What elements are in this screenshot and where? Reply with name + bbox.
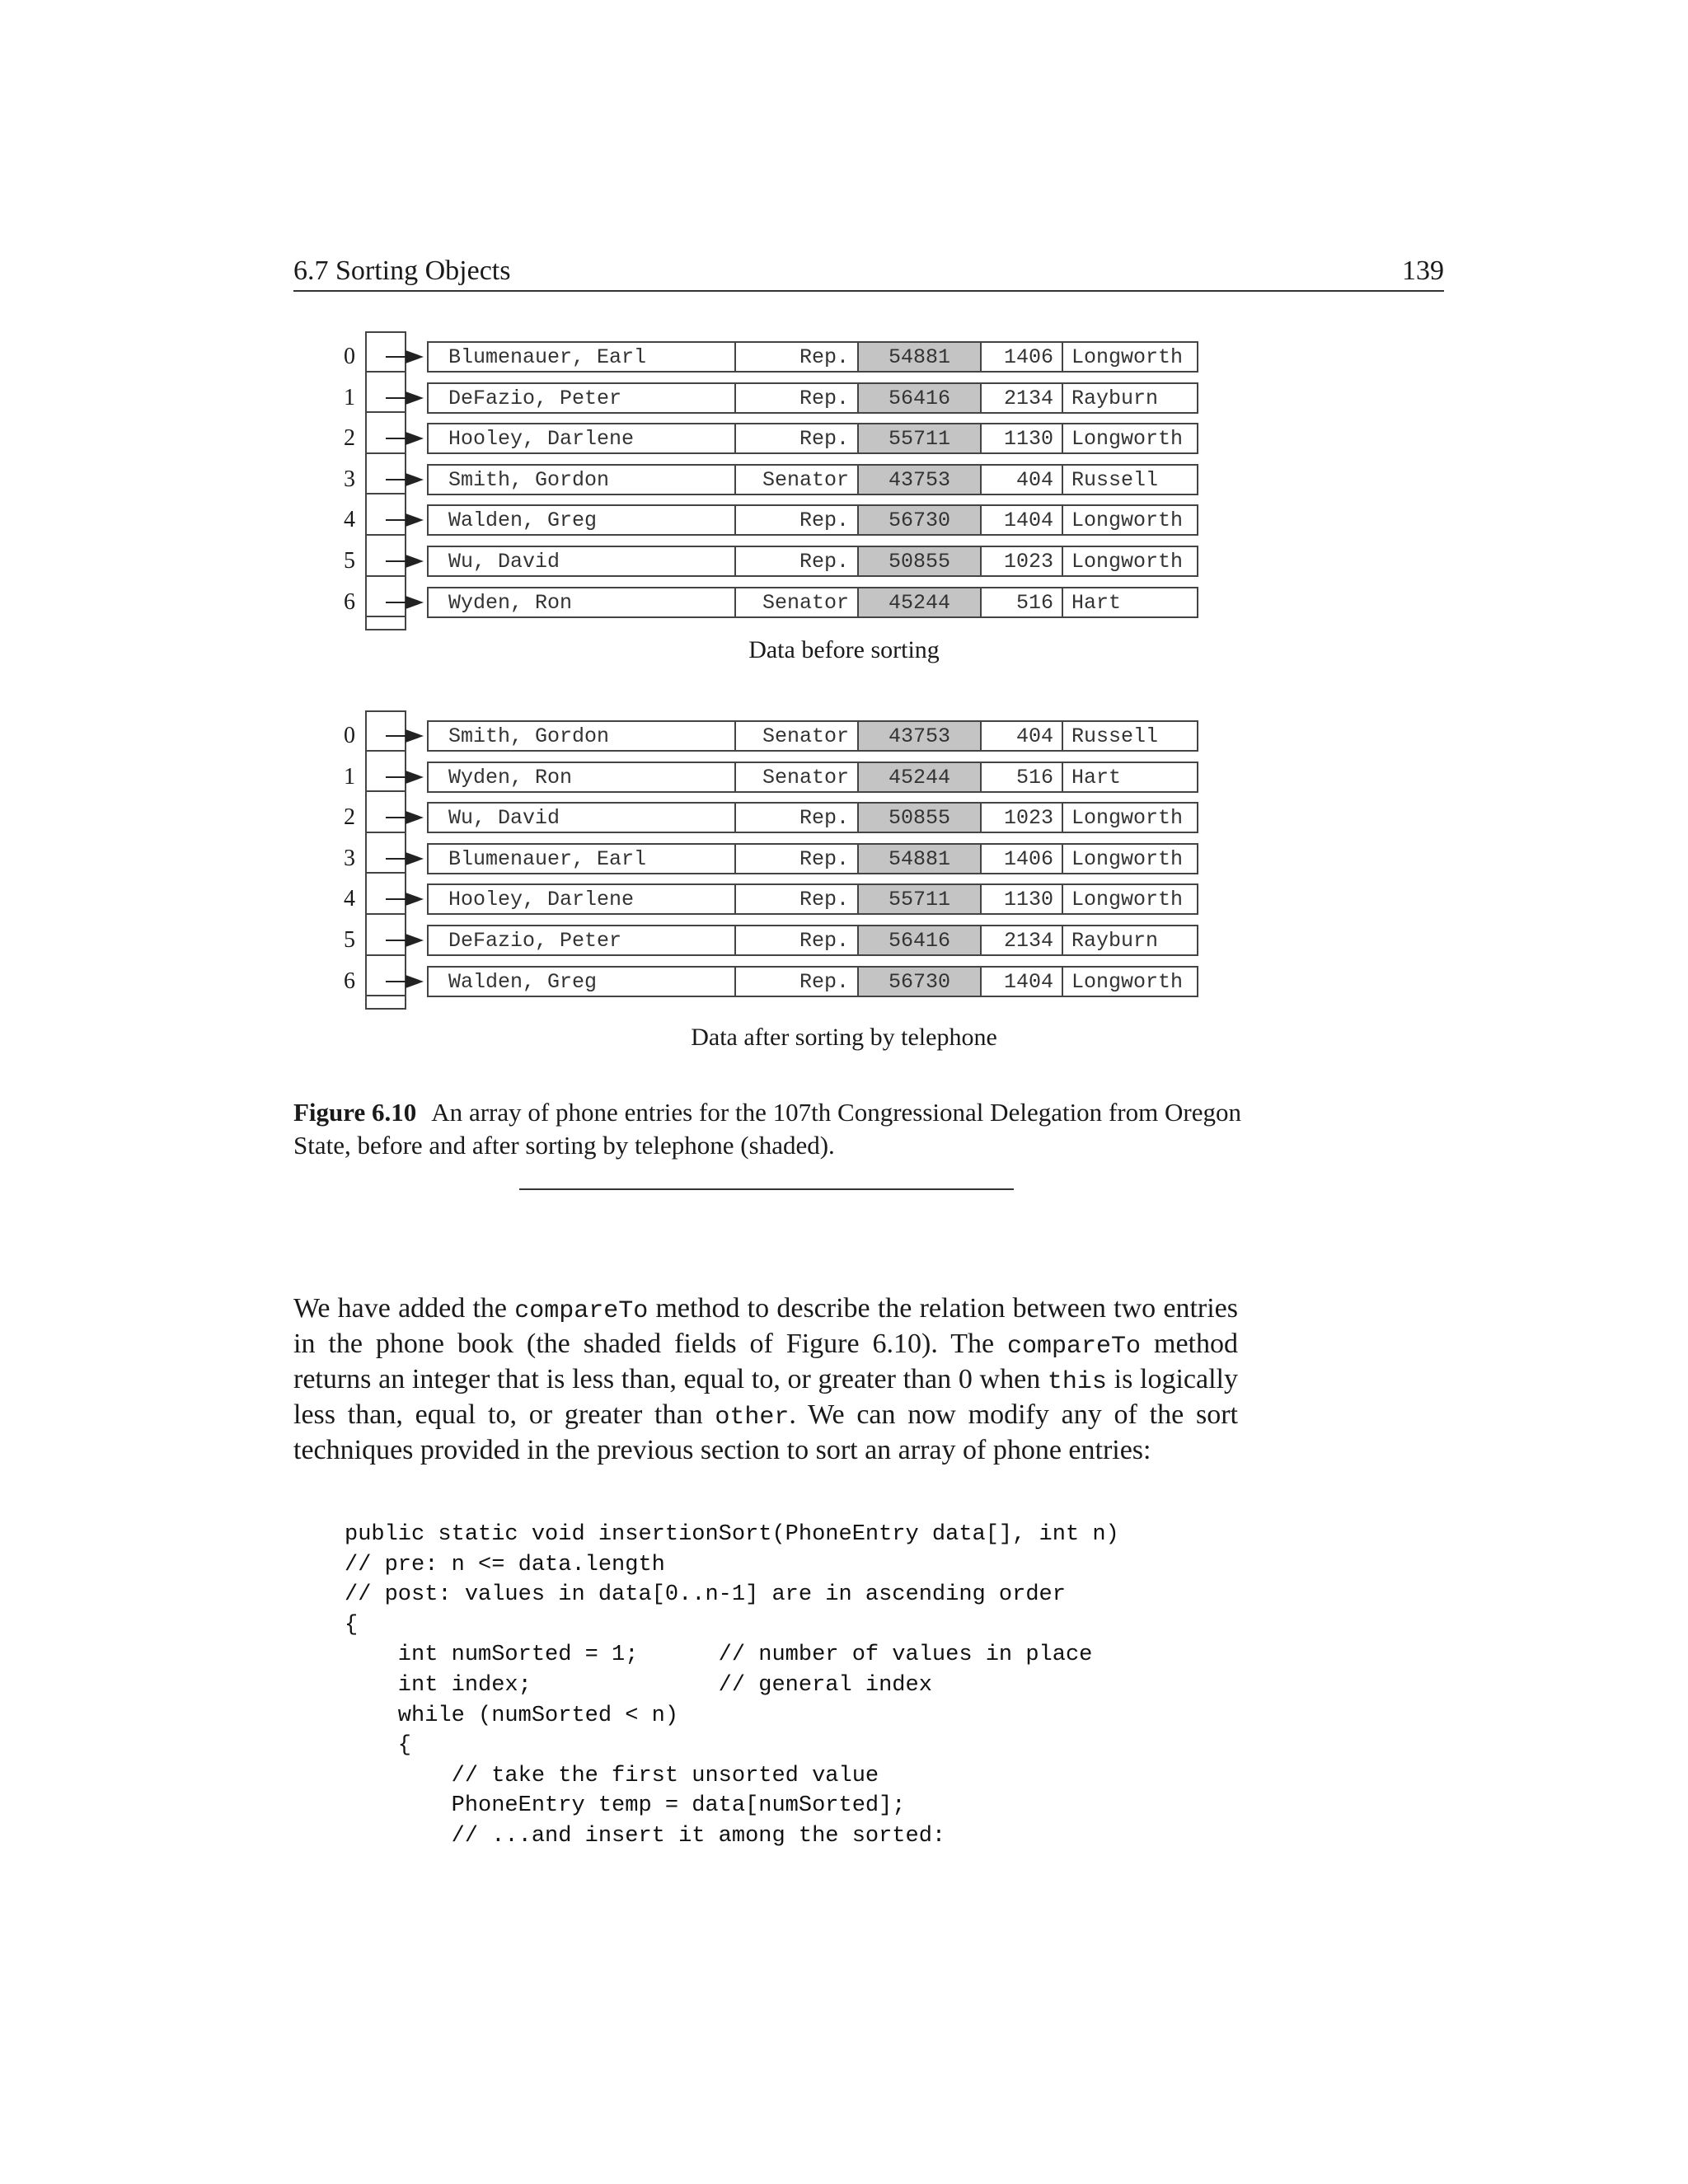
field-room: 2134	[980, 925, 1063, 956]
array-index: 1	[344, 763, 355, 790]
field-room: 1406	[980, 341, 1063, 373]
field-name: DeFazio, Peter	[427, 382, 736, 414]
field-phone: 45244	[857, 587, 982, 618]
array-index: 1	[344, 384, 355, 410]
pointer-arrow-icon	[386, 898, 420, 900]
phone-entry-record	[427, 546, 1198, 577]
field-room: 2134	[980, 382, 1063, 414]
pointer-arrow-icon	[386, 479, 420, 480]
array-cell-end	[365, 617, 406, 630]
field-title: Rep.	[734, 423, 859, 454]
field-title: Rep.	[734, 504, 859, 536]
field-title: Rep.	[734, 925, 859, 956]
code-line: while (numSorted < n)	[345, 1703, 679, 1728]
array-index: 3	[344, 466, 355, 492]
code-line: int numSorted = 1; // number of values in place	[345, 1643, 1093, 1668]
code-listing	[345, 1520, 1119, 1852]
array-index: 6	[344, 588, 355, 615]
phone-entry-record	[427, 802, 1198, 833]
field-phone: 56416	[857, 925, 982, 956]
field-title: Rep.	[734, 341, 859, 373]
array-index: 4	[344, 886, 355, 912]
pointer-arrow-icon	[386, 397, 420, 399]
field-room: 1023	[980, 802, 1063, 833]
field-building: Russell	[1062, 720, 1198, 752]
field-title: Rep.	[734, 802, 859, 833]
field-title: Rep.	[734, 883, 859, 915]
field-building: Longworth	[1062, 843, 1198, 874]
inline-code: this	[1047, 1368, 1107, 1396]
field-name: Wyden, Ron	[427, 587, 736, 618]
field-building: Russell	[1062, 464, 1198, 495]
field-building: Longworth	[1062, 423, 1198, 454]
field-phone: 54881	[857, 843, 982, 874]
inline-code: other	[715, 1404, 790, 1432]
figure-caption-text: An array of phone entries for the 107th Congressional Delegation from Oregon State, before and after sorting by telephone (shaded).	[293, 1098, 1241, 1160]
pointer-arrow-icon	[386, 438, 420, 439]
field-room: 404	[980, 720, 1063, 752]
field-building: Longworth	[1062, 341, 1198, 373]
phone-entry-record	[427, 966, 1198, 997]
para-text: We have added the	[293, 1293, 515, 1324]
code-line: // ...and insert it among the sorted:	[345, 1823, 946, 1849]
field-phone: 56730	[857, 966, 982, 997]
array-cell	[365, 874, 406, 915]
field-name: Wu, David	[427, 546, 736, 577]
para-text: method returns an integer that is less than, equal to, or greater than 0 when	[293, 1329, 1238, 1394]
field-room: 1404	[980, 504, 1063, 536]
field-name: Smith, Gordon	[427, 720, 736, 752]
phone-entry-record	[427, 423, 1198, 454]
para-text: method to describe the relation between two entries in the phone book (the shaded fields of Figure 6.10). The	[293, 1293, 1238, 1359]
field-building: Longworth	[1062, 504, 1198, 536]
phone-entry-record	[427, 382, 1198, 414]
figure-label: Figure 6.10	[293, 1098, 417, 1127]
array-cell	[365, 373, 406, 414]
field-title: Rep.	[734, 382, 859, 414]
field-name: Wyden, Ron	[427, 762, 736, 793]
field-title: Senator	[734, 762, 859, 793]
pointer-arrow-icon	[386, 981, 420, 982]
array-index: 2	[344, 804, 355, 831]
field-title: Senator	[734, 587, 859, 618]
field-building: Hart	[1062, 762, 1198, 793]
array-index: 0	[344, 344, 355, 369]
pointer-arrow-icon	[386, 356, 420, 358]
array-cell	[365, 792, 406, 833]
pointer-arrow-icon	[386, 735, 420, 737]
field-room: 1404	[980, 966, 1063, 997]
array-cell	[365, 752, 406, 793]
field-room: 404	[980, 464, 1063, 495]
array-cell	[365, 331, 406, 373]
field-name: Walden, Greg	[427, 504, 736, 536]
figure-rule	[519, 1188, 1014, 1190]
section-title: 6.7 Sorting Objects	[293, 255, 511, 286]
field-phone: 56730	[857, 504, 982, 536]
inline-code: compareTo	[514, 1297, 649, 1325]
code-line: {	[345, 1612, 359, 1638]
array-cell	[365, 577, 406, 618]
field-name: Smith, Gordon	[427, 464, 736, 495]
phone-entry-record	[427, 504, 1198, 536]
code-line: int index; // general index	[345, 1672, 932, 1698]
before-caption: Data before sorting	[748, 636, 940, 663]
field-phone: 54881	[857, 341, 982, 373]
code-line: {	[345, 1733, 412, 1759]
field-name: Hooley, Darlene	[427, 883, 736, 915]
phone-entry-record	[427, 883, 1198, 915]
array-cell	[365, 413, 406, 454]
field-building: Longworth	[1062, 883, 1198, 915]
array-cell	[365, 915, 406, 956]
code-line: // post: values in data[0..n-1] are in ascending order	[345, 1582, 1066, 1608]
field-title: Senator	[734, 464, 859, 495]
field-phone: 45244	[857, 762, 982, 793]
field-room: 516	[980, 762, 1063, 793]
code-line: public static void insertionSort(PhoneEntry data[], int n)	[345, 1522, 1119, 1547]
field-title: Senator	[734, 720, 859, 752]
field-title: Rep.	[734, 546, 859, 577]
para-text: . We can now modify any of the sort techniques provided in the previous section to sort an array of phone entries:	[293, 1399, 1238, 1465]
phone-entry-record	[427, 341, 1198, 373]
field-name: Hooley, Darlene	[427, 423, 736, 454]
code-line: // pre: n <= data.length	[345, 1552, 665, 1577]
field-name: Walden, Greg	[427, 966, 736, 997]
field-building: Rayburn	[1062, 382, 1198, 414]
running-head	[293, 252, 1444, 293]
code-line: // take the first unsorted value	[345, 1763, 879, 1788]
field-building: Rayburn	[1062, 925, 1198, 956]
array-cell	[365, 710, 406, 752]
field-name: Wu, David	[427, 802, 736, 833]
field-name: Blumenauer, Earl	[427, 341, 736, 373]
phone-entry-record	[427, 925, 1198, 956]
field-phone: 56416	[857, 382, 982, 414]
field-phone: 55711	[857, 423, 982, 454]
array-cell	[365, 536, 406, 577]
field-name: DeFazio, Peter	[427, 925, 736, 956]
pointer-arrow-icon	[386, 776, 420, 778]
field-name: Blumenauer, Earl	[427, 843, 736, 874]
field-room: 1130	[980, 423, 1063, 454]
field-room: 516	[980, 587, 1063, 618]
phone-entry-record	[427, 587, 1198, 618]
phone-entry-record	[427, 762, 1198, 793]
pointer-arrow-icon	[386, 940, 420, 941]
field-title: Rep.	[734, 843, 859, 874]
phone-entry-record	[427, 464, 1198, 495]
array-index: 3	[344, 845, 355, 871]
array-index: 4	[344, 507, 355, 533]
page-number: 139	[1402, 255, 1444, 286]
array-cell	[365, 833, 406, 874]
field-room: 1130	[980, 883, 1063, 915]
field-phone: 43753	[857, 464, 982, 495]
header-rule	[293, 290, 1444, 292]
array-cell	[365, 494, 406, 536]
phone-entry-record	[427, 843, 1198, 874]
field-room: 1023	[980, 546, 1063, 577]
phone-entry-record	[427, 720, 1198, 752]
pointer-arrow-icon	[386, 560, 420, 562]
field-building: Longworth	[1062, 546, 1198, 577]
array-index: 5	[344, 927, 355, 953]
field-room: 1406	[980, 843, 1063, 874]
after-caption: Data after sorting by telephone	[691, 1024, 997, 1051]
field-building: Longworth	[1062, 802, 1198, 833]
field-phone: 50855	[857, 546, 982, 577]
pointer-arrow-icon	[386, 817, 420, 818]
array-cell	[365, 956, 406, 997]
array-index: 5	[344, 548, 355, 574]
field-phone: 43753	[857, 720, 982, 752]
para-text: is logically less than, equal to, or greater than	[293, 1364, 1238, 1430]
field-title: Rep.	[734, 966, 859, 997]
body-paragraph	[293, 1292, 1238, 1467]
field-building: Hart	[1062, 587, 1198, 618]
code-line: PhoneEntry temp = data[numSorted];	[345, 1793, 906, 1819]
field-phone: 50855	[857, 802, 982, 833]
array-cell	[365, 454, 406, 495]
pointer-arrow-icon	[386, 602, 420, 603]
array-cell-end	[365, 996, 406, 1010]
field-phone: 55711	[857, 883, 982, 915]
array-index: 6	[344, 968, 355, 994]
array-index: 2	[344, 425, 355, 452]
inline-code: compareTo	[1007, 1333, 1142, 1361]
array-index: 0	[344, 723, 355, 748]
pointer-arrow-icon	[386, 858, 420, 860]
field-building: Longworth	[1062, 966, 1198, 997]
figure-caption	[293, 1096, 1241, 1162]
pointer-arrow-icon	[386, 519, 420, 521]
